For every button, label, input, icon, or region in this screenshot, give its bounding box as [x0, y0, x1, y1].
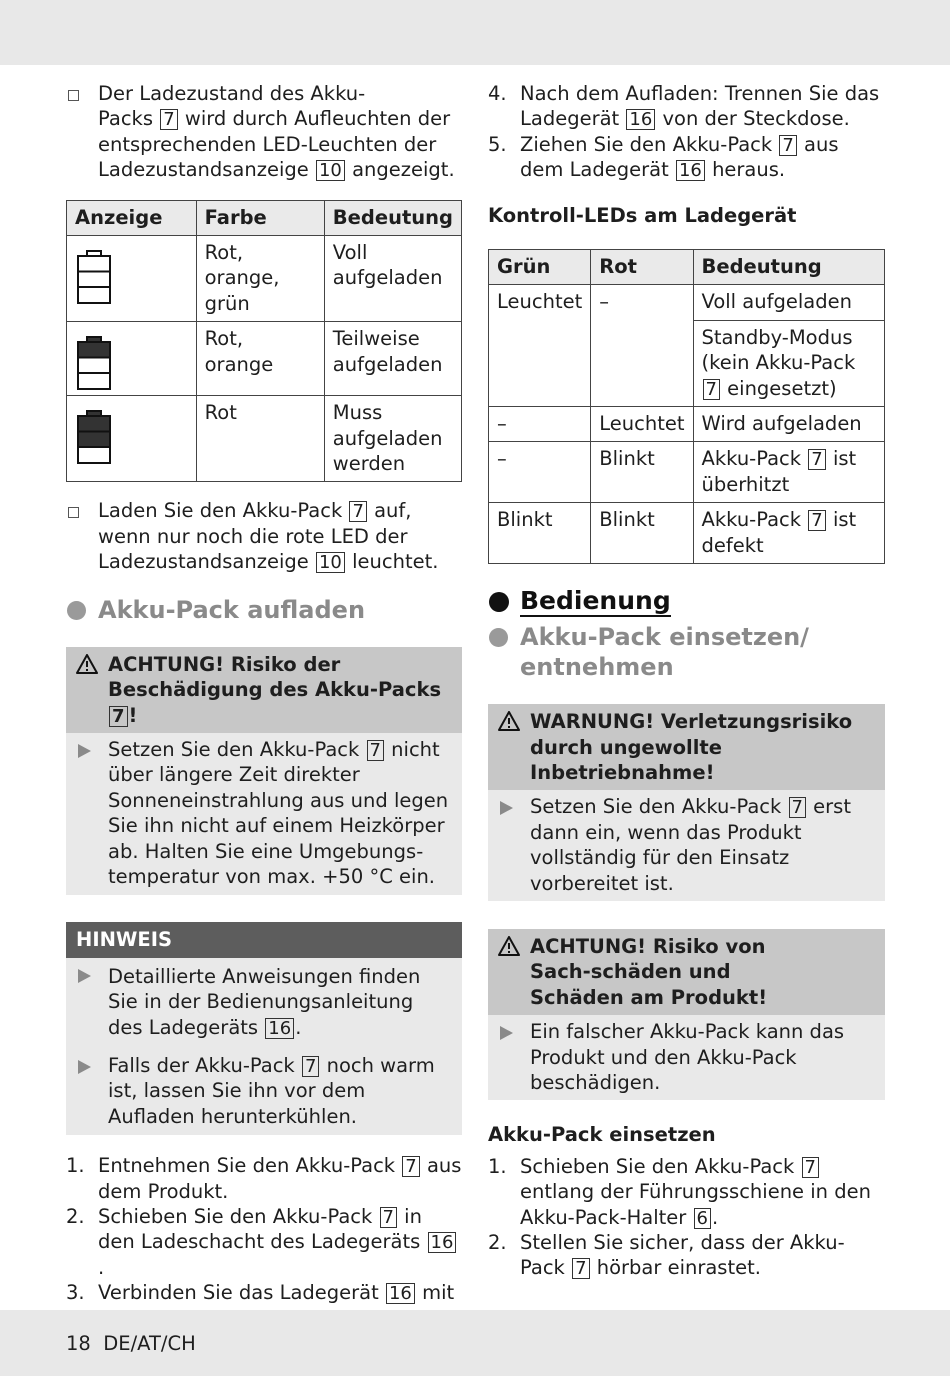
- battery-partial-icon: [77, 336, 111, 390]
- part-ref: 10: [316, 552, 345, 573]
- text: Packs: [98, 107, 154, 131]
- list-item: [488, 790, 885, 901]
- table-row: [489, 503, 885, 564]
- part-ref: 7: [349, 501, 366, 522]
- text: entlang der Führungsschiene in den Akku-Pack-Halter: [520, 1180, 871, 1229]
- warning-icon: [76, 654, 98, 674]
- step-number: 2.: [66, 1205, 85, 1228]
- table-cell: Muss aufgeladen werden: [324, 396, 461, 482]
- table-cell: –: [591, 285, 693, 407]
- text: .: [711, 1205, 719, 1229]
- text: Akku-Pack: [701, 508, 802, 532]
- part-ref: 16: [626, 109, 655, 130]
- part-ref: 7: [808, 510, 825, 531]
- text: eingesetzt): [727, 376, 837, 400]
- table-row: [489, 407, 885, 442]
- insert-section-title: Akku-Pack einsetzen: [488, 1123, 716, 1147]
- text: !: [128, 703, 138, 727]
- text: angezeigt.: [352, 158, 455, 182]
- text: ist defekt: [701, 508, 857, 557]
- text: ACHTUNG! Risiko von Sach-schäden und Schäden am Produkt!: [530, 934, 768, 1009]
- text: erst dann ein, wenn das Produkt vollständig für den Einsatz vorbereitet ist.: [530, 795, 851, 895]
- table-cell: [67, 396, 197, 482]
- table-cell: [693, 320, 885, 406]
- part-ref: 16: [265, 1018, 294, 1039]
- text: Ein falscher Akku-Pack kann das Produkt und den Akku-Pack beschädigen.: [530, 1020, 845, 1094]
- region-label: DE/AT/CH: [103, 1332, 196, 1355]
- table-cell: [67, 236, 197, 322]
- table-cell: Rot: [196, 396, 324, 482]
- text: in den Ladeschacht des Ladegeräts: [98, 1205, 422, 1254]
- bullet-dot-icon: [489, 592, 509, 612]
- text: Laden Sie den Akku-Pack: [98, 499, 343, 523]
- text: ACHTUNG! Risiko der: [108, 652, 341, 676]
- part-ref: 16: [386, 1283, 415, 1304]
- list-item: [66, 1204, 462, 1280]
- list-item: [488, 81, 885, 132]
- table-header: Rot: [591, 250, 693, 285]
- part-ref: 7: [808, 449, 825, 470]
- text: WARNUNG! Verletzungsrisiko durch ungewollte Inbetriebnahme!: [530, 710, 853, 784]
- text: .: [295, 1015, 302, 1039]
- text: Detaillierte Anweisungen finden Sie in der Bedienungsanleitung des Ladegeräts: [108, 964, 421, 1039]
- part-ref: 7: [160, 109, 177, 130]
- steps-list: [488, 1154, 885, 1281]
- section-heading: [488, 586, 885, 616]
- page-number: 18: [66, 1332, 91, 1355]
- subsection-heading: [488, 622, 885, 682]
- text: Stellen Sie sicher, dass der Akku-Pack: [520, 1231, 845, 1280]
- list-item: [66, 1044, 462, 1135]
- led-table: [488, 249, 885, 564]
- table-cell: Wird aufgeladen: [693, 407, 885, 442]
- step-number: 5.: [488, 132, 507, 156]
- heading-text: Akku-Pack einsetzen/ entnehmen: [520, 623, 809, 682]
- text: nicht über längere Zeit direkter Sonneneinstrahlung aus und legen Sie ihn nicht auf einem Heizkörper ab. Halten Sie eine Umgebungs-temperatur von max. +50 °C ein.: [108, 737, 449, 888]
- triangle-bullet-icon: [78, 744, 91, 758]
- part-ref: 16: [676, 160, 705, 181]
- section-heading: [66, 595, 462, 625]
- text: Schieben Sie den Akku-Pack: [98, 1205, 373, 1228]
- text: Beschädigung des Akku-Packs: [108, 678, 442, 702]
- list-item: [66, 733, 462, 895]
- text: auf, wenn nur noch die rote LED der Ladezustandsanzeige: [98, 499, 412, 574]
- part-ref: 7: [402, 1156, 419, 1177]
- table-header: Bedeutung: [693, 250, 885, 285]
- table-cell: Teilweise aufgeladen: [324, 322, 461, 396]
- steps-list: [488, 81, 885, 183]
- caution-title: [488, 929, 885, 1015]
- part-ref: 7: [302, 1056, 319, 1077]
- text: hörbar einrastet.: [596, 1256, 761, 1280]
- step-number: 2.: [488, 1231, 507, 1254]
- warning-title: [488, 704, 885, 790]
- text: Ziehen Sie den Akku-Pack: [520, 132, 773, 156]
- part-ref: 7: [779, 135, 796, 156]
- table-cell: Voll aufgeladen: [693, 285, 885, 320]
- table-cell: Blinkt: [591, 503, 693, 564]
- caution-title: [66, 647, 462, 733]
- list-item: [66, 81, 462, 183]
- caution-box: [66, 647, 462, 896]
- text: ist überhitzt: [701, 447, 857, 496]
- text: Falls der Akku-Pack: [108, 1053, 295, 1077]
- step-number: 1.: [488, 1154, 507, 1178]
- table-cell: Voll aufgeladen: [324, 236, 461, 322]
- text: Schieben Sie den Akku-Pack: [520, 1154, 795, 1178]
- list-item: [488, 1015, 885, 1100]
- step-number: 4.: [488, 82, 507, 105]
- list-item: [66, 958, 462, 1044]
- text: Nach dem Aufladen: Trennen Sie das Ladegerät: [520, 82, 880, 131]
- caution-box: [488, 929, 885, 1100]
- table-cell: [67, 322, 197, 396]
- text: von der Steckdose.: [662, 107, 850, 131]
- part-ref: 7: [380, 1207, 397, 1228]
- text: Verbinden Sie das Ladegerät: [98, 1281, 379, 1305]
- list-item: [488, 1154, 885, 1230]
- step-number: 3.: [66, 1281, 85, 1305]
- list-item: [66, 1153, 462, 1204]
- hint-box: [66, 922, 462, 1135]
- table-cell: [693, 442, 885, 503]
- part-ref: 6: [694, 1208, 711, 1229]
- table-cell: Rot, orange, grün: [196, 236, 324, 322]
- text: Entnehmen Sie den Akku-Pack: [98, 1154, 396, 1178]
- part-ref: 10: [316, 160, 345, 181]
- hint-title: HINWEIS: [66, 922, 462, 957]
- table-cell: Leuchtet: [489, 285, 591, 407]
- table-row: [489, 285, 885, 320]
- table-cell: –: [489, 407, 591, 442]
- step-number: 1.: [66, 1154, 85, 1178]
- part-ref: 7: [802, 1157, 819, 1178]
- table-row: [67, 396, 462, 482]
- battery-low-icon: [77, 410, 111, 464]
- text: .: [98, 1255, 105, 1279]
- table-header: Bedeutung: [324, 200, 461, 235]
- part-ref: 7: [367, 740, 384, 761]
- bullet-dot-icon: [67, 601, 86, 620]
- triangle-bullet-icon: [78, 1060, 91, 1074]
- table-cell: [693, 503, 885, 564]
- table-cell: Blinkt: [489, 503, 591, 564]
- table-cell: Leuchtet: [591, 407, 693, 442]
- table-header: Farbe: [196, 200, 324, 235]
- table-row: [489, 442, 885, 503]
- warning-icon: [498, 936, 520, 956]
- bullet-dot-icon: [489, 628, 508, 647]
- right-column: [488, 81, 885, 1281]
- text: leuchtet.: [352, 550, 439, 574]
- list-item: [488, 132, 885, 183]
- part-ref: 7: [109, 706, 128, 727]
- part-ref: 7: [572, 1258, 589, 1279]
- top-bar: [0, 0, 950, 65]
- text: heraus.: [712, 158, 786, 182]
- text: wird durch Aufleuchten der entsprechenden LED-Leuchten der Ladezustandsanzeige: [98, 107, 451, 182]
- left-column: [66, 81, 462, 1331]
- heading-text: Bedienung: [520, 586, 671, 616]
- table-header: Grün: [489, 250, 591, 285]
- table-cell: Rot, orange: [196, 322, 324, 396]
- battery-full-icon: [77, 250, 111, 304]
- led-section-title: Kontroll-LEDs am Ladegerät: [488, 203, 797, 227]
- part-ref: 7: [789, 797, 806, 818]
- page-footer: [66, 1331, 196, 1356]
- text: Akku-Pack: [701, 447, 802, 471]
- table-row: [67, 322, 462, 396]
- heading-text: Akku-Pack aufladen: [98, 595, 366, 624]
- checkbox-square-icon: [68, 90, 79, 101]
- steps-list: [66, 1153, 462, 1331]
- part-ref: 7: [703, 379, 720, 400]
- text: aus dem Produkt.: [98, 1154, 462, 1203]
- list-item: [66, 498, 462, 574]
- warning-box: [488, 704, 885, 901]
- text: Der Ladezustand des Akku-: [98, 82, 366, 105]
- text: noch warm ist, lassen Sie ihn vor dem Aufladen herunterkühlen.: [108, 1053, 435, 1128]
- table-cell: –: [489, 442, 591, 503]
- table-cell: Blinkt: [591, 442, 693, 503]
- triangle-bullet-icon: [500, 1026, 513, 1040]
- triangle-bullet-icon: [500, 801, 513, 815]
- checkbox-square-icon: [68, 507, 79, 518]
- table-header: Anzeige: [67, 200, 197, 235]
- text: aus dem Ladegerät: [520, 132, 839, 182]
- table-row: [67, 236, 462, 322]
- list-item: [488, 1230, 885, 1281]
- charge-state-table: [66, 200, 462, 483]
- text: Setzen Sie den Akku-Pack: [530, 795, 782, 819]
- text: Setzen Sie den Akku-Pack: [108, 737, 360, 761]
- triangle-bullet-icon: [78, 969, 91, 983]
- part-ref: 16: [428, 1232, 457, 1253]
- warning-icon: [498, 711, 520, 731]
- text: Standby-Modus (kein Akku-Pack: [701, 325, 856, 375]
- text: mit: [422, 1281, 455, 1305]
